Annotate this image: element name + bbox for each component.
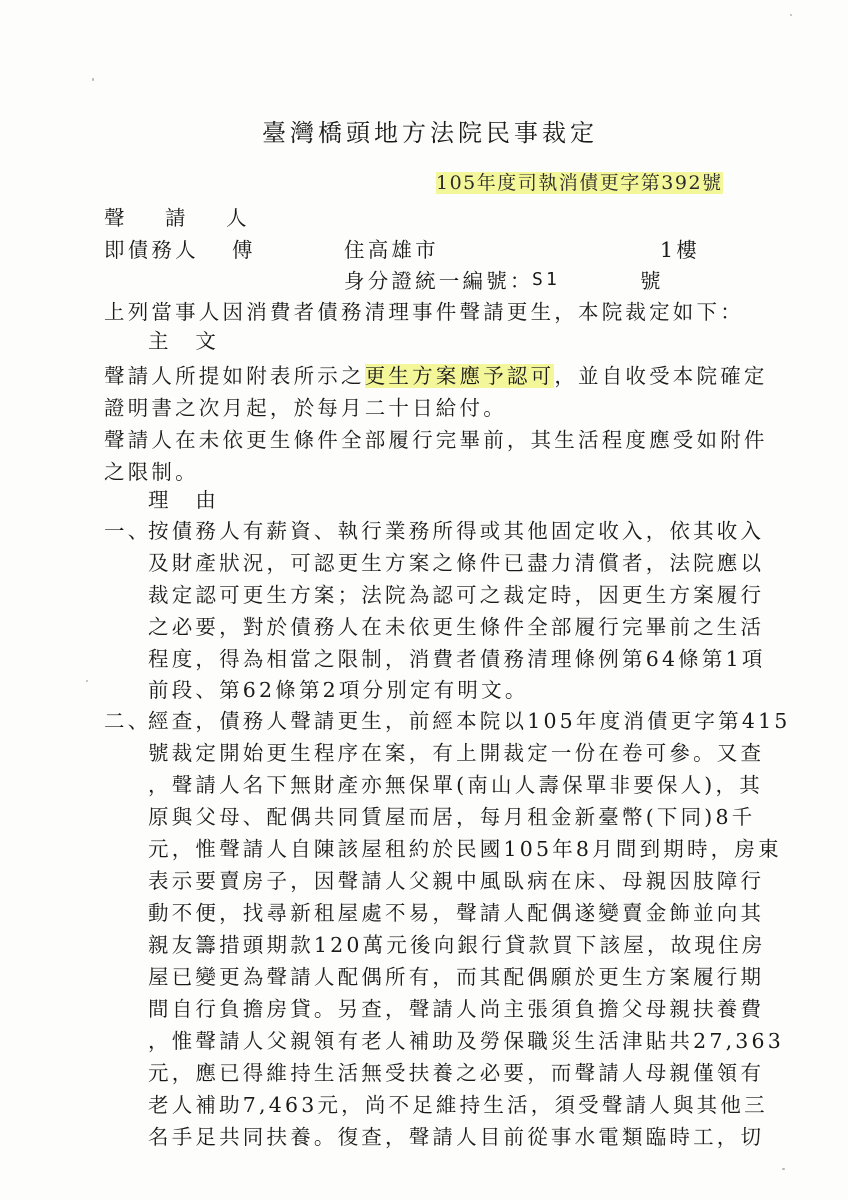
reason-1-line: 之必要，對於債務人在未依更生條件全部履行完畢前之生活 [148,615,765,639]
main-line-4: 之限制。 [104,460,199,484]
debtor-label: 即債務人 [104,238,199,262]
reason-2-line: 親友籌措頭期款120萬元後向銀行貸款買下該屋，故現住房 [148,933,766,957]
reason-2-line: 元，惟聲請人自陳該屋租約於民國105年8月間到期時，房東 [148,837,782,861]
reason-2-line: ，惟聲請人父親領有老人補助及勞保職災生活津貼共27,363 [148,1029,785,1053]
reason-2-line: ，聲請人名下無財產亦無保單(南山人壽保單非要保人)，其 [148,773,763,797]
main-line-1-post: ，並自收受本院確定 [554,364,768,388]
scan-speck [86,680,88,682]
reason-2-line: 間自行負擔房貸。另查，聲請人尚主張須負擔父母親扶養費 [148,997,765,1021]
address-label: 住高雄市 [344,238,439,262]
id-prefix: S1 [532,269,561,290]
reason-1-line: 及財產狀況，可認更生方案之條件已盡力清償者，法院應以 [148,551,765,575]
reason-2-line: 老人補助7,463元，尚不足維持生活，須受聲請人與其他三 [148,1093,768,1117]
main-line-1 [104,366,768,387]
reason-1-line: 前段、第62條第2項分別定有明文。 [148,678,529,702]
reason-2-line: 動不便，找尋新租屋處不易，聲請人配偶遂變賣金飾並向其 [148,901,765,925]
reason-2-line: 號裁定開始更生程序在案，有上開裁定一份在卷可參。又查 [148,741,765,765]
scan-speck [790,14,792,16]
debtor-name: 傅 [232,238,256,262]
main-line-1-pre: 聲請人所提如附表所示之 [104,364,365,388]
reason-2-line: 屋已變更為聲請人配偶所有，而其配偶願於更生方案履行期 [148,965,765,989]
reason-2-line: 經查，債務人聲請更生，前經本院以105年度消債更字第415 [148,709,791,733]
approval-highlight: 更生方案應予認可 [364,364,555,388]
reason-heading: 理 由 [148,488,220,512]
case-number [436,174,723,193]
reason-2-line: 原與父母、配偶共同賃屋而居，每月租金新臺幣(下同)8千 [148,805,756,829]
scan-speck [92,78,94,81]
applicant-label: 聲 請 人 [104,206,257,230]
reason-2-marker: 二、 [104,709,152,733]
reason-1-line: 程度，得為相當之限制，消費者債務清理條例第64條第1項 [148,647,766,671]
document-title: 臺灣橋頭地方法院民事裁定 [262,119,598,147]
main-heading: 主 文 [148,329,220,353]
reason-2-line: 表示要賣房子，因聲請人父親中風臥病在床、母親因肢障行 [148,869,765,893]
reason-1-line: 按債務人有薪資、執行業務所得或其他固定收入，依其收入 [148,519,765,543]
id-suffix: 號 [640,269,664,293]
id-label: 身分證統一編號： [344,269,534,293]
reason-1-marker: 一、 [104,519,152,543]
reason-1-line: 裁定認可更生方案；法院為認可之裁定時，因更生方案履行 [148,583,765,607]
address-floor: 1樓 [660,238,700,262]
case-number-text: 105年度司執消債更字第392號 [436,172,723,194]
main-line-3: 聲請人在未依更生條件全部履行完畢前，其生活程度應受如附件 [104,428,768,452]
reason-2-line: 元，應已得維持生活無受扶養之必要，而聲請人母親僅領有 [148,1061,765,1085]
intro-text: 上列當事人因消費者債務清理事件聲請更生，本院裁定如下： [104,300,744,324]
main-line-2: 證明書之次月起，於每月二十日給付。 [104,396,507,420]
reason-2-line: 名手足共同扶養。復查，聲請人目前從事水電類臨時工，切 [148,1125,765,1149]
scan-speck [782,1168,785,1170]
